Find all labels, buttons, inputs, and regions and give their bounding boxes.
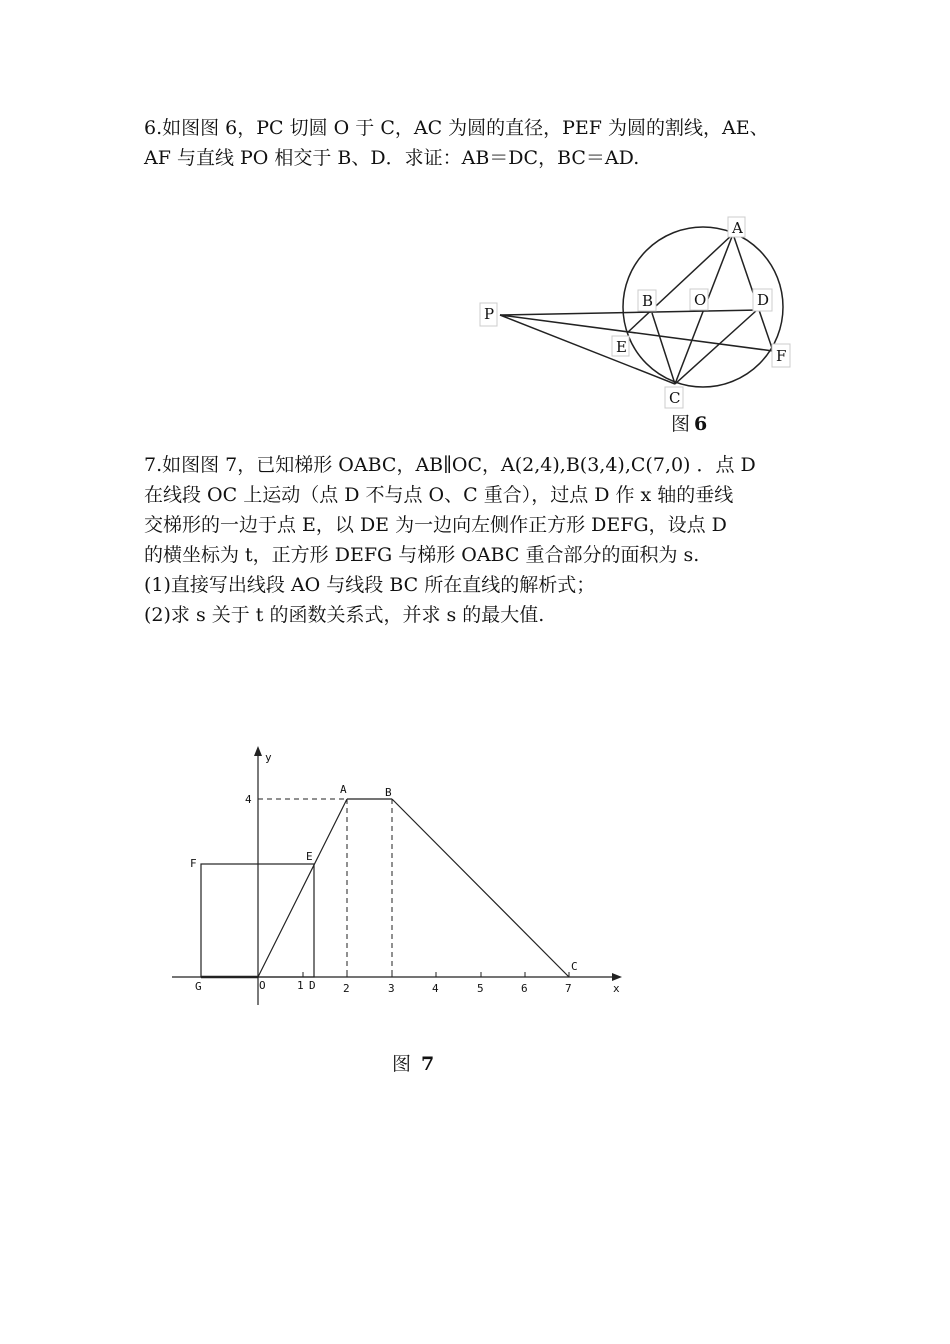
tick-x-2: 2 (343, 982, 350, 995)
label-d: D (757, 291, 770, 309)
label-b: B (642, 292, 654, 310)
tick-x-1: 1 (297, 979, 304, 992)
segment-oa (258, 799, 347, 977)
tick-x-7: 7 (565, 982, 572, 995)
label-f: F (776, 347, 787, 365)
problem-7-line-1: 7.如图图 7，已知梯形 OABC，AB∥OC，A(2,4),B(3,4),C(7,0) ．点 D (144, 454, 756, 476)
figure-7-caption: 图 7 (392, 1053, 435, 1075)
point-label-c: C (571, 960, 578, 973)
problem-7-line-5: (1)直接写出线段 AO 与线段 BC 所在直线的解析式； (144, 574, 596, 596)
point-label-e: E (306, 850, 313, 863)
point-label-a: A (340, 783, 347, 796)
label-e: E (616, 338, 627, 356)
tick-x-3: 3 (388, 982, 395, 995)
problem-7-line-2: 在线段 OC 上运动（点 D 不与点 O、C 重合），过点 D 作 x 轴的垂线 (144, 484, 734, 506)
label-o: O (694, 291, 707, 309)
label-c: C (669, 389, 681, 407)
point-label-g: G (195, 980, 202, 993)
point-label-b: B (385, 786, 392, 799)
problem-6-line-1: 6.如图图 6，PC 切圆 O 于 C，AC 为圆的直径，PEF 为圆的割线，AE、 (144, 117, 769, 139)
point-label-f: F (190, 857, 197, 870)
tick-x-5: 5 (477, 982, 484, 995)
segment-bc (392, 799, 569, 977)
point-label-d: D (309, 979, 316, 992)
axis-y-label: y (265, 751, 272, 764)
problem-7-line-4: 的横坐标为 t，正方形 DEFG 与梯形 OABC 重合部分的面积为 s. (144, 544, 700, 566)
label-a: A (732, 219, 743, 237)
problem-6-line-2: AF 与直线 PO 相交于 B、D．求证：AB＝DC，BC＝AD. (144, 147, 640, 169)
tick-x-6: 6 (521, 982, 528, 995)
axis-x-label: x (613, 982, 620, 995)
figure-6-caption: 图 6 (671, 413, 708, 435)
point-label-o: O (259, 979, 266, 992)
tick-y-4: 4 (245, 793, 252, 806)
problem-7-line-6: (2)求 s 关于 t 的函数关系式，并求 s 的最大值. (144, 604, 545, 626)
label-p: P (484, 305, 495, 323)
tick-x-4: 4 (432, 982, 439, 995)
problem-7-line-3: 交梯形的一边于点 E，以 DE 为一边向左侧作正方形 DEFG，设点 D (144, 514, 727, 536)
